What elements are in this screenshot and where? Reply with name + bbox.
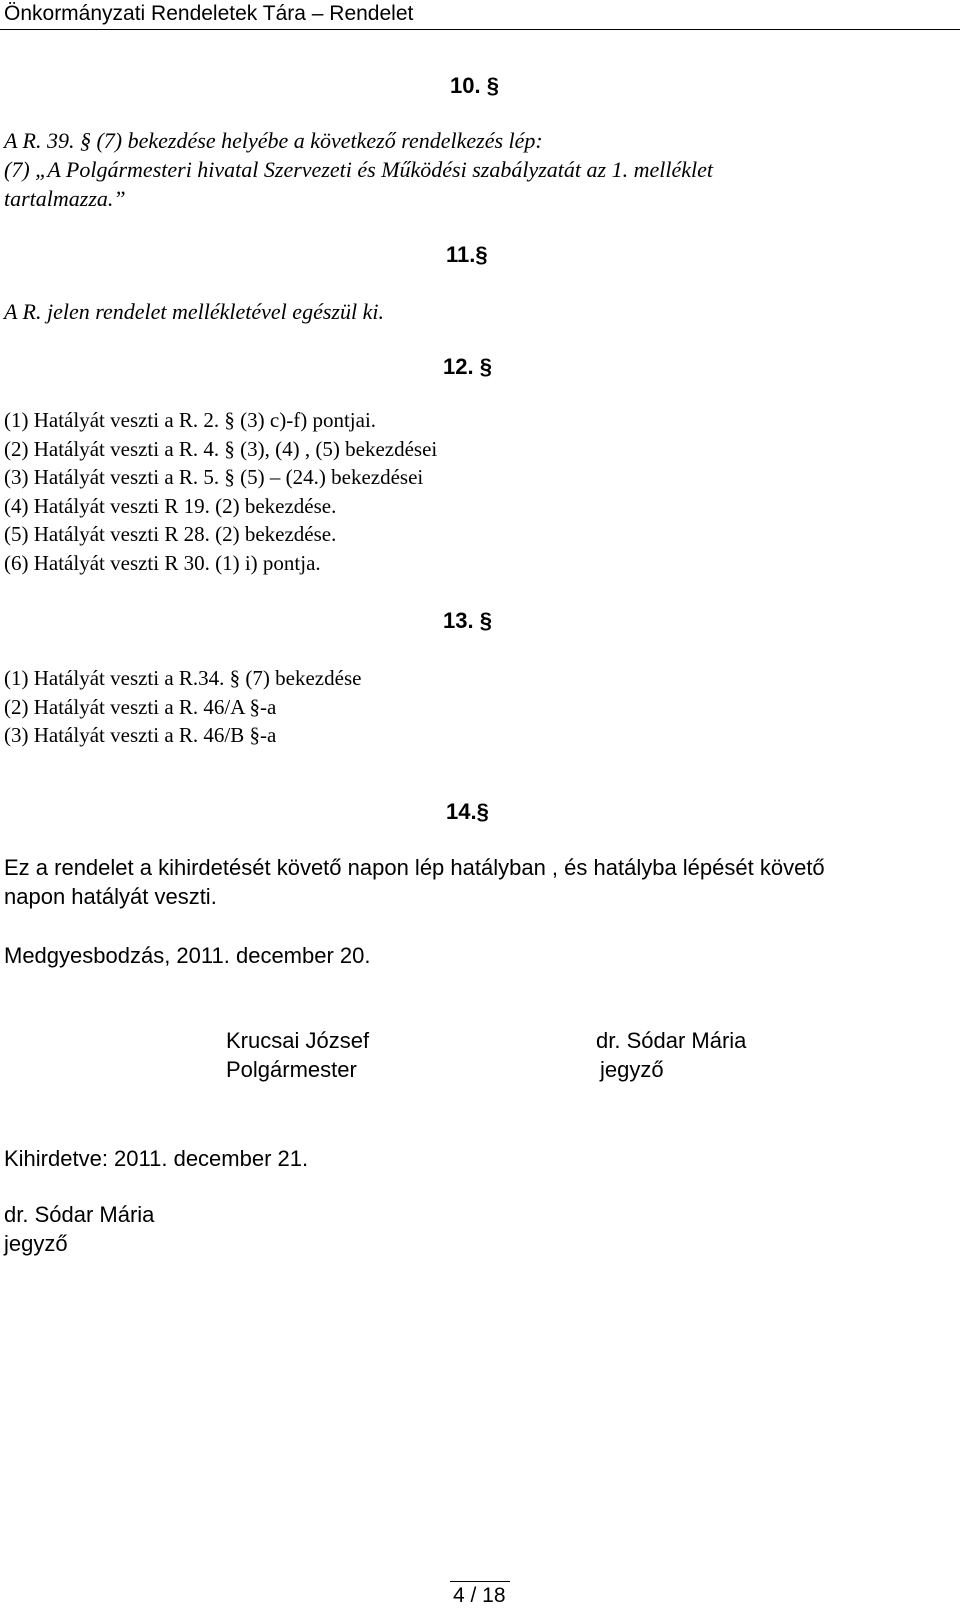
section-12-list <box>4 406 437 577</box>
list-item: (2) Hatályát veszti a R. 4. § (3), (4) , (5) bekezdései <box>4 436 438 461</box>
signatory-title: jegyző <box>4 1231 68 1256</box>
section-symbol: § <box>486 73 499 98</box>
list-item: (4) Hatályát veszti R 19. (2) bekezdése. <box>4 493 337 518</box>
section-11-text: A R. jelen rendelet mellékletével egészül ki. <box>4 299 384 324</box>
text-line: Ez a rendelet a kihirdetését követő napon lép hatályban , és hatályba lépését követő <box>4 855 825 880</box>
promulgation-signature <box>4 1200 154 1258</box>
list-item: (6) Hatályát veszti R 30. (1) i) pontja. <box>4 550 321 575</box>
place-and-date: Medgyesbodzás, 2011. december 20. <box>4 943 371 968</box>
section-heading-12 <box>443 353 492 381</box>
section-symbol: § <box>479 608 492 633</box>
signatory-name: Krucsai József <box>226 1028 370 1053</box>
section-number: 13. <box>443 608 474 633</box>
text-line: napon hatályát veszti. <box>4 884 217 909</box>
text-line: tartalmazza.” <box>4 186 126 211</box>
section-number: 14. <box>446 799 477 824</box>
list-item: (1) Hatályát veszti a R. 2. § (3) c)-f) pontjai. <box>4 408 377 432</box>
section-number: 10. <box>450 73 481 98</box>
text-line: (7) „A Polgármesteri hivatal Szervezeti és Működési szabályzatát az 1. melléklet <box>4 157 713 182</box>
footer-divider <box>450 1581 510 1582</box>
section-heading-11 <box>446 241 488 269</box>
header-divider <box>0 29 960 30</box>
document-header-title: Önkormányzati Rendeletek Tára – Rendelet <box>4 2 414 25</box>
text-line: A R. 39. § (7) bekezdése helyébe a következő rendelkezés lép: <box>4 128 543 153</box>
section-heading-10 <box>450 72 499 100</box>
section-heading-13 <box>443 607 492 635</box>
section-number: 12. <box>443 354 474 379</box>
list-item: (5) Hatályát veszti R 28. (2) bekezdése. <box>4 522 337 546</box>
signatory-title: Polgármester <box>226 1057 357 1082</box>
list-item: (3) Hatályát veszti a R. 46/B §-a <box>4 723 277 747</box>
list-item: (3) Hatályát veszti a R. 5. § (5) – (24.) bekezdései <box>4 465 424 489</box>
signatory-name: dr. Sódar Mária <box>596 1028 747 1053</box>
section-symbol: § <box>475 242 488 267</box>
signature-notary <box>596 1026 746 1084</box>
signatory-name: dr. Sódar Mária <box>4 1202 155 1227</box>
section-heading-14 <box>446 798 489 826</box>
section-symbol: § <box>476 799 489 824</box>
section-number: 11. <box>446 242 476 267</box>
section-10-text <box>4 126 713 213</box>
list-item: (2) Hatályát veszti a R. 46/A §-a <box>4 694 277 719</box>
page-number: 4 / 18 <box>453 1584 506 1607</box>
section-13-list <box>4 664 361 750</box>
section-symbol: § <box>479 354 492 379</box>
section-14-text <box>4 853 825 911</box>
signature-mayor <box>226 1026 369 1084</box>
list-item: (1) Hatályát veszti a R.34. § (7) bekezdése <box>4 666 362 690</box>
signatory-title: jegyző <box>600 1057 664 1082</box>
promulgation-date: Kihirdetve: 2011. december 21. <box>4 1146 309 1171</box>
